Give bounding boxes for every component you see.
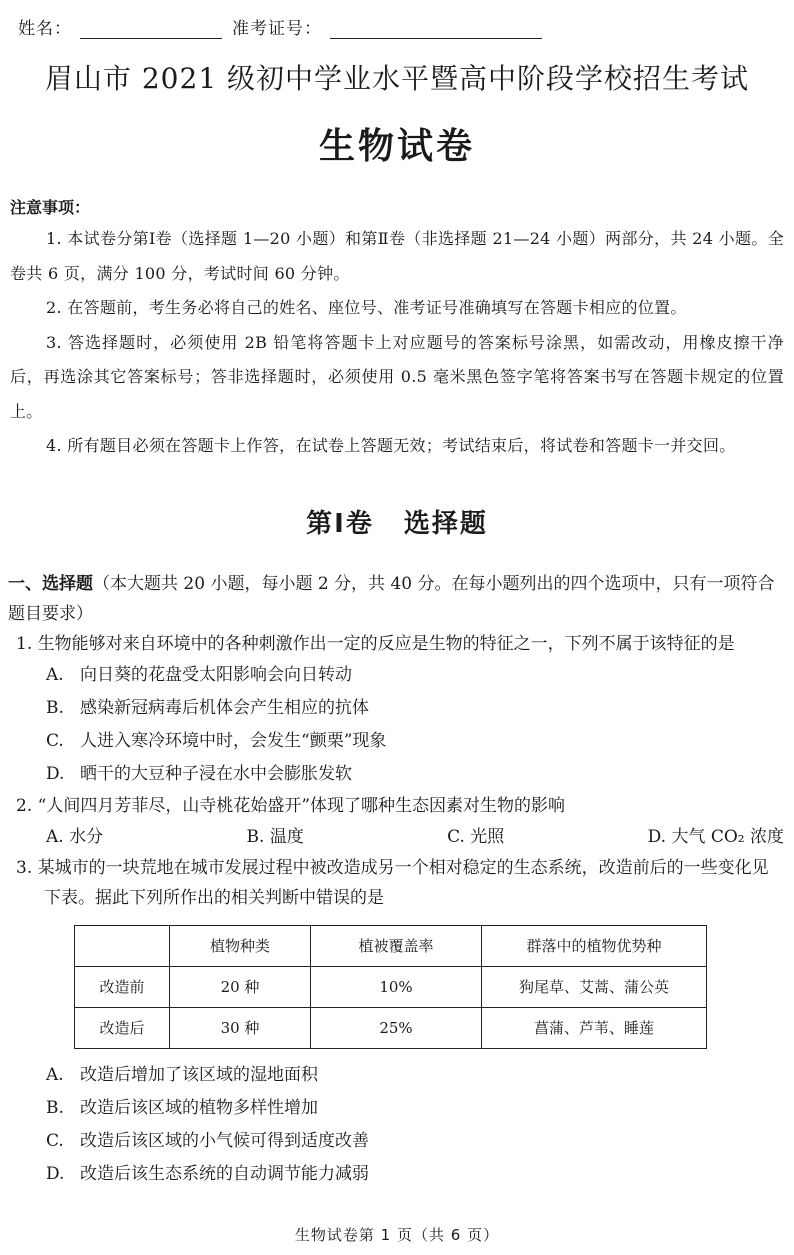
table-cell: 菖蒲、芦苇、睡莲 bbox=[482, 1008, 707, 1049]
part-instructions: （本大题共 20 小题，每小题 2 分，共 40 分。在每小题列出的四个选项中，只有一项符合题目要求） bbox=[8, 574, 775, 624]
notes-title: 注意事项： bbox=[10, 198, 91, 217]
part-heading: 一、选择题 bbox=[8, 574, 93, 594]
table-header: 群落中的植物优势种 bbox=[482, 926, 707, 967]
option-c: C. 改造后该区域的小气候可得到适度改善 bbox=[46, 1131, 369, 1151]
section-name: 选择题 bbox=[403, 509, 488, 539]
comparison-table bbox=[74, 925, 707, 1049]
option-a: A. 水分 bbox=[46, 827, 104, 847]
note-item: 2. 在答题前，考生务必将自己的姓名、座位号、准考证号准确填写在答题卡相应的位置。 bbox=[46, 298, 687, 317]
note-item: 4. 所有题目必须在答题卡上作答，在试卷上答题无效；考试结束后，将试卷和答题卡一并交回。 bbox=[46, 436, 736, 455]
candidate-info bbox=[18, 14, 542, 39]
option-c: C. 人进入寒冷环境中时，会发生“颤栗”现象 bbox=[46, 731, 387, 751]
part-intro bbox=[8, 569, 784, 629]
table-cell: 改造前 bbox=[75, 967, 170, 1008]
option-d: D. 改造后该生态系统的自动调节能力减弱 bbox=[46, 1164, 369, 1184]
table-row bbox=[75, 967, 707, 1008]
table-cell: 20 种 bbox=[170, 967, 311, 1008]
table-cell: 狗尾草、艾蒿、蒲公英 bbox=[482, 967, 707, 1008]
table-row bbox=[75, 1008, 707, 1049]
question-1 bbox=[8, 629, 784, 791]
table-header-row bbox=[75, 926, 707, 967]
section-part: 第Ⅰ卷 bbox=[306, 509, 374, 539]
questions-area bbox=[8, 569, 784, 1191]
table-header bbox=[75, 926, 170, 967]
exam-id-label: 准考证号： bbox=[232, 19, 322, 39]
question-2 bbox=[8, 791, 784, 853]
option-a: A. 改造后增加了该区域的湿地面积 bbox=[46, 1065, 318, 1085]
option-d: D. 晒干的大豆种子浸在水中会膨胀发软 bbox=[46, 764, 352, 784]
question-stem: 2. “人间四月芳菲尽，山寺桃花始盛开”体现了哪种生态因素对生物的影响 bbox=[16, 796, 566, 816]
notes-section bbox=[10, 196, 784, 464]
option-a: A. 向日葵的花盘受太阳影响会向日转动 bbox=[46, 665, 352, 685]
option-d: D. 大气 CO₂ 浓度 bbox=[647, 827, 785, 847]
note-item: 1. 本试卷分第Ⅰ卷（选择题 1—20 小题）和第Ⅱ卷（非选择题 21—24 小题）两部分，共 24 小题。全卷共 6 页，满分 100 分，考试时间 60 分钟。 bbox=[10, 229, 784, 283]
section-title bbox=[0, 503, 794, 540]
exam-title: 眉山市 2021 级初中学业水平暨高中阶段学校招生考试 bbox=[44, 62, 750, 95]
question-stem: 3. 某城市的一块荒地在城市发展过程中被改造成另一个相对稳定的生态系统，改造前后的一些变化见下表。据此下列所作出的相关判断中错误的是 bbox=[16, 858, 769, 908]
table-cell: 25% bbox=[311, 1008, 482, 1049]
table-header: 植物种类 bbox=[170, 926, 311, 967]
table-header: 植被覆盖率 bbox=[311, 926, 482, 967]
page-footer: 生物试卷第 1 页（共 6 页） bbox=[294, 1226, 500, 1244]
name-label: 姓名： bbox=[18, 19, 72, 39]
option-c: C. 光照 bbox=[447, 827, 505, 847]
table-cell: 30 种 bbox=[170, 1008, 311, 1049]
table-cell: 改造后 bbox=[75, 1008, 170, 1049]
option-b: B. 感染新冠病毒后机体会产生相应的抗体 bbox=[46, 698, 369, 718]
name-blank-line bbox=[80, 20, 222, 39]
options-row bbox=[8, 821, 784, 853]
table-cell: 10% bbox=[311, 967, 482, 1008]
option-b: B. 改造后该区域的植物多样性增加 bbox=[46, 1098, 318, 1118]
exam-id-blank-line bbox=[330, 20, 542, 39]
question-stem: 1. 生物能够对来自环境中的各种刺激作出一定的反应是生物的特征之一，下列不属于该特征的是 bbox=[16, 634, 735, 654]
question-3 bbox=[8, 853, 784, 1191]
option-b: B. 温度 bbox=[246, 827, 304, 847]
note-item: 3. 答选择题时，必须使用 2B 铅笔将答题卡上对应题号的答案标号涂黑，如需改动，用橡皮擦干净后，再选涂其它答案标号；答非选择题时，必须使用 0.5 毫米黑色签字笔将答案书写在答题卡规定的位置上。 bbox=[10, 332, 784, 421]
paper-title: 生物试卷 bbox=[318, 126, 475, 167]
